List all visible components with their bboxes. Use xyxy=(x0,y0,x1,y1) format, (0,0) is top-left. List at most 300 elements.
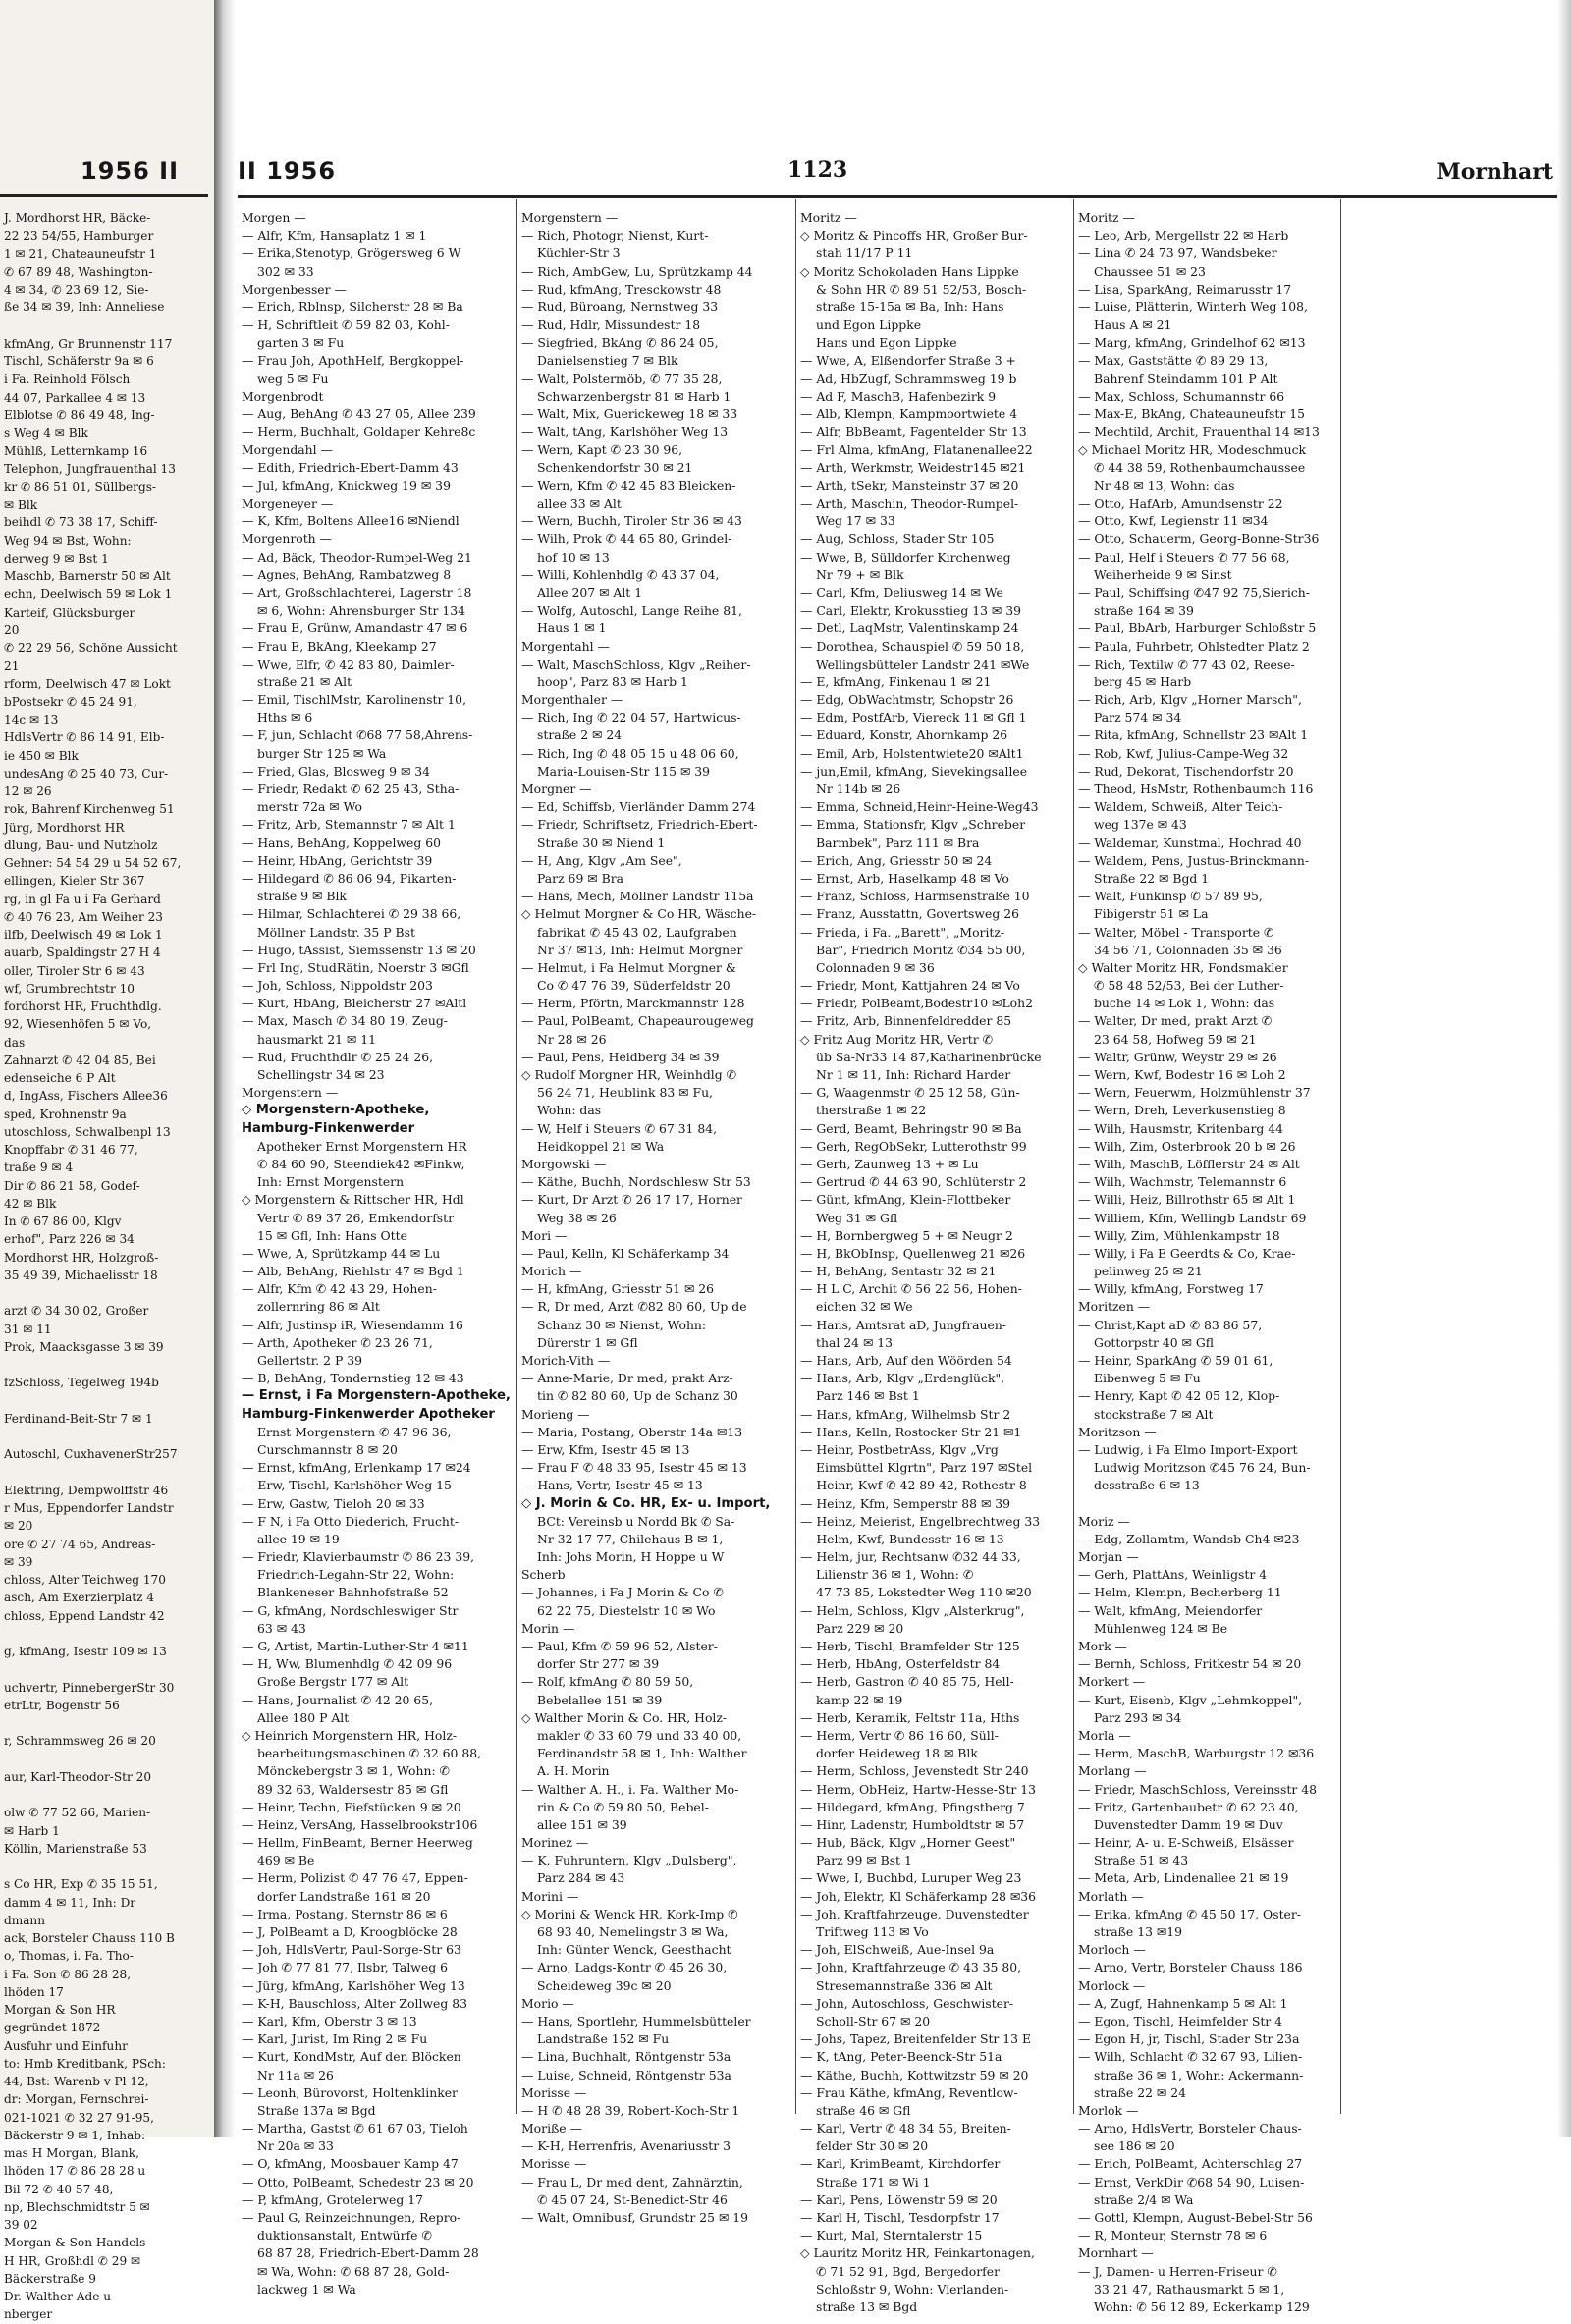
entry-line: Haus A ✉ 21 xyxy=(1094,317,1172,333)
entry-line: Parz 229 ✉ 20 xyxy=(816,1620,904,1636)
entry-line: — K, Kfm, Boltens Allee16 ✉Niendl xyxy=(242,513,460,529)
facing-page-rule xyxy=(0,194,208,197)
entry-line: — Hans, Sportlehr, Hummelsbütteler xyxy=(521,2013,751,2028)
entry-line: — Otto, Schauerm, Georg-Bonne-Str36 xyxy=(1078,531,1320,547)
entry-line: utoschloss, Schwalbenpl 13 xyxy=(4,1124,171,1139)
entry-line: — Mechtild, Archit, Frauenthal 14 ✉13 xyxy=(1078,424,1320,440)
entry-line: — H L C, Archit ✆ 56 22 56, Hohen- xyxy=(800,1281,1022,1297)
entry-line: — Heinz, Meierist, Engelbrechtweg 33 xyxy=(800,1513,1041,1529)
entry-line: — Frau Joh, ApothHelf, Bergkoppel- xyxy=(242,352,464,368)
entry-line: hof 10 ✉ 13 xyxy=(537,549,610,565)
entry-line: chloss, Alter Teichweg 170 xyxy=(4,1573,166,1587)
entry-line: Mönckebergstr 3 ✉ 1, Wohn: ✆ xyxy=(257,1763,450,1779)
entry-line: — Paul, Kfm ✆ 59 96 52, Alster- xyxy=(521,1639,718,1653)
entry-line: rg, in gl Fa u i Fa Gerhard xyxy=(4,892,161,906)
entry-line: — Rich, Ing ✆ 48 05 15 u 48 06 60, xyxy=(521,745,739,761)
entry-line: ◇ Walther Morin & Co. HR, Holz- xyxy=(521,1709,728,1725)
entry-line: to: Hmb Kreditbank, PSch: xyxy=(4,2056,166,2071)
entry-line: felder Str 30 ✉ 20 xyxy=(816,2138,929,2154)
entry-line: ◇ Walter Moritz HR, Fondsmakler xyxy=(1078,959,1288,975)
entry-line: — Wilh, Zim, Osterbrook 20 b ✉ 26 xyxy=(1078,1138,1296,1154)
entry-line: — R, Dr med, Arzt ✆82 80 60, Up de xyxy=(521,1299,747,1315)
entry-line: Morgentahl — xyxy=(521,638,610,654)
entry-line: beihdl ✆ 73 38 17, Schiff- xyxy=(4,515,158,530)
entry-line: — Günt, kfmAng, Klein-Flottbeker xyxy=(800,1192,1011,1208)
entry-line: — jun,Emil, kfmAng, Sievekingsallee xyxy=(800,763,1028,779)
entry-line: — Wern, Feuerwm, Holzmühlenstr 37 xyxy=(1078,1085,1311,1101)
entry-line: — Walther A. H., i. Fa. Walther Mo- xyxy=(521,1781,739,1797)
entry-line: — Käthe, Buchh, Nordschlesw Str 53 xyxy=(521,1174,751,1190)
entry-line: — Käthe, Buchh, Kottwitzstr 59 ✉ 20 xyxy=(800,2067,1029,2082)
entry-line: Nr 79 + ✉ Blk xyxy=(816,567,904,582)
entry-line: — G, Artist, Martin-Luther-Str 4 ✉11 xyxy=(242,1639,469,1653)
entry-line: Barmbek", Parz 111 ✉ Bra xyxy=(816,835,980,850)
entry-line: Straße 171 ✉ Wi 1 xyxy=(816,2174,931,2189)
entry-line: — Heinr, PostbetrAss, Klgv „Vrg xyxy=(800,1441,999,1457)
entry-line: Danielsenstieg 7 ✉ Blk xyxy=(537,352,678,368)
entry-line: straße 2 ✉ 24 xyxy=(537,728,623,743)
entry-line: — Fritz, Arb, Stemannstr 7 ✉ Alt 1 xyxy=(242,817,456,833)
entry-line: Dr. Walther Ade u xyxy=(4,2290,111,2303)
entry-line: Ausfuhr und Einfuhr xyxy=(4,2038,128,2053)
entry-line: dorfer Landstraße 161 ✉ 20 xyxy=(257,1888,431,1904)
entry-line: — Paul, Helf i Steuers ✆ 77 56 68, xyxy=(1078,549,1290,565)
entry-line: 22 23 54/55, Hamburger xyxy=(4,229,154,243)
entry-line: — Willy, Zim, Mühlenkampstr 18 xyxy=(1078,1227,1280,1243)
entry-line: — Herm, Polizist ✆ 47 76 47, Eppen- xyxy=(242,1870,468,1886)
entry-line: — Herb, Keramik, Feltstr 11a, Hths xyxy=(800,1709,1020,1725)
entry-line: — Aug, Schloss, Stader Str 105 xyxy=(800,531,995,547)
directory-column-4 xyxy=(1074,209,1350,2314)
entry-line: ✆ 71 52 91, Bgd, Bergedorfer xyxy=(816,2263,1001,2279)
entry-line: — H, BehAng, Sentastr 32 ✉ 21 xyxy=(800,1264,997,1279)
entry-line: 14c ✉ 13 xyxy=(4,713,59,727)
entry-line: lhöden 17 ✆ 86 28 28 u xyxy=(4,2164,146,2179)
entry-line xyxy=(0,1356,210,1374)
entry-line: — Arno, Ladgs-Kontr ✆ 45 26 30, xyxy=(521,1960,728,1975)
entry-line: echn, Deelwisch 59 ✉ Lok 1 xyxy=(4,587,173,602)
entry-line: — John, Kraftfahrzeuge ✆ 43 35 80, xyxy=(800,1960,1022,1975)
entry-line: ◇ Fritz Aug Moritz HR, Vertr ✆ xyxy=(800,1031,993,1047)
entry-line: — Joh, Elektr, Kl Schäferkamp 28 ✉36 xyxy=(800,1888,1037,1904)
entry-line: Hans und Egon Lippke xyxy=(816,335,957,351)
entry-line: ◇ Morgenstern & Rittscher HR, Hdl xyxy=(242,1192,464,1208)
entry-line: 89 32 63, Waldersestr 85 ✉ Gfl xyxy=(257,1781,449,1797)
entry-line: fordhorst HR, Fruchthdlg. xyxy=(4,1000,162,1013)
entry-line: Mori — xyxy=(521,1227,568,1243)
entry-line: — H ✆ 48 28 39, Robert-Koch-Str 1 xyxy=(521,2102,740,2118)
entry-line: — Edg, ObWachtmstr, Schopstr 26 xyxy=(800,692,1014,708)
entry-line: np, Blechschmidtstr 5 ✉ xyxy=(4,2199,150,2214)
entry-line: straße 22 ✉ 24 xyxy=(1094,2084,1186,2100)
entry-line: Nr 32 17 77, Chilehaus B ✉ 1, xyxy=(537,1531,724,1546)
entry-line: Prok, Maacksgasse 3 ✉ 39 xyxy=(4,1339,164,1354)
entry-line: Colonnaden 9 ✉ 36 xyxy=(816,959,935,975)
entry-line: — G, Waagenmstr ✆ 25 12 58, Gün- xyxy=(800,1085,1020,1101)
entry-line: — Erw, Gastw, Tieloh 20 ✉ 33 xyxy=(242,1495,425,1511)
entry-line xyxy=(0,1284,210,1302)
entry-line: berg 45 ✉ Harb xyxy=(1094,674,1192,689)
entry-line: — Frl Ing, StudRätin, Noerstr 3 ✉Gfl xyxy=(242,959,469,975)
entry-line: Inh: Günter Wenck, Geesthacht xyxy=(537,1942,731,1958)
entry-line: stockstraße 7 ✉ Alt xyxy=(1094,1406,1214,1422)
entry-line: Mühlenweg 124 ✉ Be xyxy=(1094,1620,1228,1636)
entry-line: — K, tAng, Peter-Beenck-Str 51a xyxy=(800,2049,1002,2065)
entry-line: 62 22 75, Diestelstr 10 ✉ Wo xyxy=(537,1602,716,1618)
entry-line: Duvenstedter Damm 19 ✉ Duv xyxy=(1094,1816,1283,1832)
entry-line: — Eduard, Konstr, Ahornkamp 26 xyxy=(800,728,1008,743)
entry-line: ◇ J. Morin & Co. HR, Ex- u. Import, xyxy=(521,1495,771,1511)
entry-line xyxy=(0,1428,210,1445)
entry-line: — Wwe, I, Buchbd, Luruper Weg 23 xyxy=(800,1870,1022,1886)
entry-line: — Rich, Textilw ✆ 77 43 02, Reese- xyxy=(1078,656,1295,672)
entry-line: buche 14 ✉ Lok 1, Wohn: das xyxy=(1094,996,1275,1011)
entry-line: — Ernst, VerkDir ✆68 54 90, Luisen- xyxy=(1078,2174,1305,2189)
entry-line: Allee 180 P Alt xyxy=(257,1709,350,1725)
entry-line: Morgowski — xyxy=(521,1156,607,1171)
entry-line: — Aug, BehAng ✆ 43 27 05, Allee 239 xyxy=(242,406,476,422)
entry-line: — A, Zugf, Hahnenkamp 5 ✉ Alt 1 xyxy=(1078,1995,1288,2011)
entry-line: — Frau Käthe, kfmAng, Reventlow- xyxy=(800,2084,1018,2100)
entry-line: Nr 20a ✉ 33 xyxy=(257,2138,334,2154)
entry-line: — Wwe, B, Sülldorfer Kirchenweg xyxy=(800,549,1011,565)
directory-column-2 xyxy=(517,209,793,2225)
entry-line: — Paul, Kelln, Kl Schäferkamp 34 xyxy=(521,1245,730,1261)
entry-line: — Fritz, Gartenbaubetr ✆ 62 23 40, xyxy=(1078,1799,1299,1814)
entry-line: — Carl, Kfm, Deliusweg 14 ✉ We xyxy=(800,584,1003,600)
entry-line: 47 73 85, Lokstedter Weg 110 ✉20 xyxy=(816,1585,1032,1600)
entry-line: Nr 48 ✉ 13, Wohn: das xyxy=(1094,477,1235,493)
entry-line: — Lina, Buchhalt, Röntgenstr 53a xyxy=(521,2049,731,2065)
entry-line: — Heinr, A- u. E-Schweiß, Elsässer xyxy=(1078,1835,1294,1851)
entry-line: Straße 22 ✉ Bgd 1 xyxy=(1094,870,1210,886)
entry-line: Hamburg-Finkenwerder xyxy=(242,1120,415,1136)
entry-line: Inh: Johs Morin, H Hoppe u W xyxy=(537,1549,725,1565)
entry-line: Fibigerstr 51 ✉ La xyxy=(1094,906,1209,922)
entry-line: — Theod, HsMstr, Rothenbaumch 116 xyxy=(1078,782,1314,796)
entry-line: — Rolf, kfmAng ✆ 80 59 50, xyxy=(521,1674,694,1690)
entry-line: ✆ 84 60 90, Steendiek42 ✉Finkw, xyxy=(257,1156,465,1171)
entry-line: ✆ 40 76 23, Am Weiher 23 xyxy=(4,909,163,924)
entry-line: — Rud, Hdlr, Missundestr 18 xyxy=(521,317,701,333)
entry-line: — Friedr, MaschSchloss, Vereinsstr 48 xyxy=(1078,1781,1317,1797)
entry-line: — Detl, LaqMstr, Valentinskamp 24 xyxy=(800,621,1019,636)
entry-line: — Frau E, BkAng, Kleekamp 27 xyxy=(242,638,437,654)
entry-line: Weg 31 ✉ Gfl xyxy=(816,1210,898,1225)
entry-line: Parz 99 ✉ Bst 1 xyxy=(816,1853,912,1868)
entry-line: — Alfr, Kfm ✆ 42 43 29, Hohen- xyxy=(242,1281,437,1297)
entry-line: ◇ Lauritz Moritz HR, Feinkartonagen, xyxy=(800,2245,1035,2261)
entry-line: — Dorothea, Schauspiel ✆ 59 50 18, xyxy=(800,638,1025,654)
entry-line: eichen 32 ✉ We xyxy=(816,1299,913,1315)
entry-line: Morich-Vith — xyxy=(521,1353,611,1368)
entry-line: Schellingstr 34 ✉ 23 xyxy=(257,1067,385,1082)
entry-line: — Wilh, Wachmstr, Telemannstr 6 xyxy=(1078,1174,1287,1190)
entry-line: Nr 11a ✉ 26 xyxy=(257,2067,334,2082)
entry-line: — Heinr, HbAng, Gerichtstr 39 xyxy=(242,852,433,868)
entry-line: Schwarzenbergstr 81 ✉ Harb 1 xyxy=(537,388,731,404)
entry-line: — Karl, Vertr ✆ 48 34 55, Breiten- xyxy=(800,2121,1011,2136)
entry-line: — Max, Masch ✆ 34 80 19, Zeug- xyxy=(242,1013,448,1029)
entry-line: ◇ Moritz & Pincoffs HR, Großer Bur- xyxy=(800,228,1028,243)
entry-line: Köllin, Marienstraße 53 xyxy=(4,1841,147,1856)
entry-line: garten 3 ✉ Fu xyxy=(257,335,345,351)
entry-line xyxy=(1074,1495,1350,1513)
entry-line: Apotheker Ernst Morgenstern HR xyxy=(257,1138,467,1154)
entry-line: allee 33 ✉ Alt xyxy=(537,496,622,511)
entry-line: Gottorpstr 40 ✉ Gfl xyxy=(1094,1334,1215,1350)
entry-line: — Kurt, Mal, Sterntalerstr 15 xyxy=(800,2228,983,2243)
entry-line: Morgendahl — xyxy=(242,442,333,458)
entry-line: — Friedr, Redakt ✆ 62 25 43, Stha- xyxy=(242,782,460,796)
entry-line: 15 ✉ Gfl, Inh: Hans Otte xyxy=(257,1227,407,1243)
entry-line: etrLtr, Bogenstr 56 xyxy=(4,1698,120,1712)
entry-line: — Herm, Schloss, Jevenstedt Str 240 xyxy=(800,1763,1029,1779)
entry-line: — Heinr, Kwf ✆ 42 89 42, Rothestr 8 xyxy=(800,1478,1027,1493)
entry-line: — Wilh, Schlacht ✆ 32 67 93, Lilien- xyxy=(1078,2049,1303,2065)
entry-line: 92, Wiesenhöfen 5 ✉ Vo, xyxy=(4,1017,152,1032)
entry-line: Schenkendorfstr 30 ✉ 21 xyxy=(537,459,693,475)
entry-line: 39 02 xyxy=(4,2218,38,2232)
entry-line: — Arth, Werkmstr, Weidestr145 ✉21 xyxy=(800,459,1026,475)
entry-line: Morgan & Son Handels- xyxy=(4,2236,150,2250)
entry-line: — Lina ✆ 24 73 97, Wandsbeker xyxy=(1078,245,1277,261)
entry-line: — Paul G, Reinzeichnungen, Repro- xyxy=(242,2210,461,2225)
entry-line: — Friedr, Klavierbaumstr ✆ 86 23 39, xyxy=(242,1549,475,1565)
entry-line: Parz 284 ✉ 43 xyxy=(537,1870,625,1886)
entry-line: — Karl, Jurist, Im Ring 2 ✉ Fu xyxy=(242,2031,428,2047)
entry-line: — Paul, PolBeamt, Chapeaurougeweg xyxy=(521,1013,754,1029)
entry-line: — E, kfmAng, Finkenau 1 ✉ 21 xyxy=(800,674,992,689)
entry-line: Morgen — xyxy=(242,210,306,225)
entry-line: undesAng ✆ 25 40 73, Cur- xyxy=(4,766,169,781)
entry-line: — H, kfmAng, Griesstr 51 ✉ 26 xyxy=(521,1281,715,1297)
entry-line: Co ✆ 47 76 39, Süderfeldstr 20 xyxy=(537,978,731,994)
entry-line: Morini — xyxy=(521,1888,579,1904)
entry-line: — K-H, Bauschloss, Alter Zollweg 83 xyxy=(242,1995,467,2011)
entry-line: Morisse — xyxy=(521,2156,587,2172)
entry-line: — Arth, Apotheker ✆ 23 26 71, xyxy=(242,1334,433,1350)
entry-line: — Hans, Arb, Klgv „Erdenglück", xyxy=(800,1371,1005,1386)
entry-line: burger Str 125 ✉ Wa xyxy=(257,745,387,761)
entry-line xyxy=(0,1625,210,1643)
directory-column-1 xyxy=(238,209,514,2297)
entry-line: — Gerh, Zaunweg 13 + ✉ Lu xyxy=(800,1156,979,1171)
entry-line: — Willy, kfmAng, Forstweg 17 xyxy=(1078,1281,1264,1297)
entry-line: lhöden 17 xyxy=(4,1984,64,1999)
entry-line: — Helmut, i Fa Helmut Morgner & xyxy=(521,959,736,975)
entry-line: — Jul, kfmAng, Knickweg 19 ✉ 39 xyxy=(242,477,451,493)
entry-line xyxy=(0,1392,210,1410)
entry-line: — Otto, HafArb, Amundsenstr 22 xyxy=(1078,496,1283,511)
entry-line: — Wwe, A, Sprützkamp 44 ✉ Lu xyxy=(242,1245,441,1261)
entry-line: Morgenroth — xyxy=(242,531,332,547)
entry-line: — Paul, Pens, Heidberg 34 ✉ 39 xyxy=(521,1049,720,1064)
entry-line: — Wern, Kwf, Bodestr 16 ✉ Loh 2 xyxy=(1078,1067,1286,1082)
entry-line: — Max-E, BkAng, Chateauneufstr 15 xyxy=(1078,406,1306,422)
entry-line: Morla — xyxy=(1078,1727,1131,1743)
entry-line: Morlath — xyxy=(1078,1888,1144,1904)
entry-line: — Gertrud ✆ 44 63 90, Schlüterstr 2 xyxy=(800,1174,1027,1190)
entry-line: therstraße 1 ✉ 22 xyxy=(816,1103,927,1118)
entry-line: — Frl Alma, kfmAng, Flatanenallee22 xyxy=(800,442,1033,458)
entry-line: — Heinz, VersAng, Hasselbrookstr106 xyxy=(242,1816,478,1832)
page-number: 1123 xyxy=(787,157,848,183)
entry-line: Morgenthaler — xyxy=(521,692,623,708)
entry-line: Wohn: ✆ 56 12 89, Eckerkamp 129 xyxy=(1094,2298,1310,2314)
entry-line: Morloch — xyxy=(1078,1942,1146,1958)
entry-line: Eibenweg 5 ✉ Fu xyxy=(1094,1371,1201,1386)
entry-line: derweg 9 ✉ Bst 1 xyxy=(4,551,109,566)
entry-line: ✉ 6, Wohn: Ahrensburger Str 134 xyxy=(257,603,465,619)
entry-line: Morlock — xyxy=(1078,1977,1146,1993)
entry-line: straße 164 ✉ 39 xyxy=(1094,603,1194,619)
entry-line: Ludwig Moritzson ✆45 76 24, Bun- xyxy=(1094,1460,1311,1476)
entry-line: Maria-Louisen-Str 115 ✉ 39 xyxy=(537,763,711,779)
entry-line: ◇ Morini & Wenck HR, Kork-Imp ✆ xyxy=(521,1906,738,1921)
entry-line: ✆ 22 29 56, Schöne Aussicht xyxy=(4,641,178,655)
entry-line: Triftweg 113 ✉ Vo xyxy=(816,1924,929,1939)
entry-line: fzSchloss, Tegelweg 194b xyxy=(4,1376,159,1390)
entry-line: Tischl, Schäferstr 9a ✉ 6 xyxy=(4,354,154,368)
entry-line: — Walter, Möbel - Transporte ✆ xyxy=(1078,924,1274,940)
entry-line: Heidkoppel 21 ✉ Wa xyxy=(537,1138,665,1154)
entry-line: straße 36 ✉ 1, Wohn: Ackermann- xyxy=(1094,2067,1304,2082)
entry-line: — Alfr, Justinsp iR, Wiesendamm 16 xyxy=(242,1317,463,1332)
entry-line: straße 15-15a ✉ Ba, Inh: Hans xyxy=(816,298,1004,314)
entry-line: Chaussee 51 ✉ 23 xyxy=(1094,263,1206,279)
entry-line: Mornhart — xyxy=(1078,2245,1154,2261)
entry-line: — Wolfg, Autoschl, Lange Reihe 81, xyxy=(521,603,742,619)
entry-line: HdlsVertr ✆ 86 14 91, Elb- xyxy=(4,730,165,745)
book-gutter xyxy=(214,0,236,2137)
entry-line: ◇ Helmut Morgner & Co HR, Wäsche- xyxy=(521,906,757,922)
entry-line: Scherb xyxy=(521,1567,566,1583)
entry-line: — Wilh, MaschB, Löfflerstr 24 ✉ Alt xyxy=(1078,1156,1300,1171)
entry-line: 1 ✉ 21, Chateauneufstr 1 xyxy=(4,246,157,261)
entry-line: ie 450 ✉ Blk xyxy=(4,748,79,763)
entry-line: Morgner — xyxy=(521,782,592,796)
entry-line: makler ✆ 33 60 79 und 33 40 00, xyxy=(537,1727,742,1743)
entry-line: — Hinr, Ladenstr, Humboldtstr ✉ 57 xyxy=(800,1816,1025,1832)
entry-line: — Ernst, kfmAng, Erlenkamp 17 ✉24 xyxy=(242,1460,471,1476)
entry-line xyxy=(0,1714,210,1732)
entry-line: — Arth, tSekr, Mansteinstr 37 ✉ 20 xyxy=(800,477,1019,493)
entry-line: — Luise, Plätterin, Winterh Weg 108, xyxy=(1078,298,1308,314)
entry-line: ✉ 20 xyxy=(4,1519,33,1534)
entry-line: Bahrenf Steindamm 101 P Alt xyxy=(1094,370,1278,386)
entry-line xyxy=(0,1751,210,1768)
entry-line: — Kurt, Eisenb, Klgv „Lehmkoppel", xyxy=(1078,1692,1303,1707)
entry-line: Moritzson — xyxy=(1078,1424,1157,1439)
entry-line: Allee 207 ✉ Alt 1 xyxy=(537,584,643,600)
entry-line: bPostsekr ✆ 45 24 91, xyxy=(4,694,137,709)
entry-line: — Max, Schloss, Schumannstr 66 xyxy=(1078,388,1285,404)
entry-line: Ferdinand-Beit-Str 7 ✉ 1 xyxy=(4,1411,153,1426)
entry-line: ✉ Harb 1 xyxy=(4,1823,60,1838)
entry-line: ✉ Wa, Wohn: ✆ 68 87 28, Gold- xyxy=(257,2263,450,2279)
entry-line: — Wilh, Prok ✆ 44 65 80, Grindel- xyxy=(521,531,732,547)
entry-line: — Maria, Postang, Oberstr 14a ✉13 xyxy=(521,1424,743,1439)
entry-line: Morgenstern — xyxy=(242,1085,339,1101)
entry-line: — Wern, Kfm ✆ 42 45 83 Bleicken- xyxy=(521,477,736,493)
entry-line: rok, Bahrenf Kirchenweg 51 xyxy=(4,802,175,817)
entry-line: Bäckerstr 9 ✉ 1, Inhab: xyxy=(4,2128,146,2142)
entry-line: Gellertstr. 2 P 39 xyxy=(257,1353,363,1368)
entry-line: — Herb, HbAng, Osterfeldstr 84 xyxy=(800,1656,1001,1672)
entry-line: — Frau E, Grünw, Amandastr 47 ✉ 6 xyxy=(242,621,468,636)
entry-line: sped, Krohnenstr 9a xyxy=(4,1107,127,1121)
entry-line: aur, Karl-Theodor-Str 20 xyxy=(4,1769,152,1784)
entry-line: Straße 137a ✉ Bgd xyxy=(257,2102,376,2118)
entry-line: — Paul, BbArb, Harburger Schloßstr 5 xyxy=(1078,621,1317,636)
entry-line: — Egon H, jr, Tischl, Stader Str 23a xyxy=(1078,2031,1300,2047)
entry-line: — J, PolBeamt a D, Kroogblöcke 28 xyxy=(242,1924,458,1939)
entry-line: Straße 30 ✉ Niend 1 xyxy=(537,835,666,850)
entry-line: 12 ✉ 26 xyxy=(4,784,52,798)
entry-line: Morio — xyxy=(521,1995,574,2011)
entry-line: — Meta, Arb, Lindenallee 21 ✉ 19 xyxy=(1078,1870,1289,1886)
entry-line: — Hans, Mech, Möllner Landstr 115a xyxy=(521,889,754,904)
entry-line: 44 07, Parkallee 4 ✉ 13 xyxy=(4,390,146,405)
entry-line: allee 151 ✉ 39 xyxy=(537,1816,627,1832)
entry-line: — Hans, kfmAng, Wilhelmsb Str 2 xyxy=(800,1406,1011,1422)
entry-line: — Herm, Pförtn, Marckmannstr 128 xyxy=(521,996,745,1011)
entry-line: d, IngAss, Fischers Allee36 xyxy=(4,1089,168,1104)
entry-line: — Frieda, i Fa. „Barett", „Moritz- xyxy=(800,924,1005,940)
entry-line: — Herm, Vertr ✆ 86 16 60, Süll- xyxy=(800,1727,999,1743)
entry-line: — Alfr, Kfm, Hansaplatz 1 ✉ 1 xyxy=(242,228,427,243)
entry-line: Weg 17 ✉ 33 xyxy=(816,513,895,529)
entry-line: bearbeitungsmaschinen ✆ 32 60 88, xyxy=(257,1746,482,1761)
entry-line: zollernring 86 ✉ Alt xyxy=(257,1299,380,1315)
entry-line: — Willi, Kohlenhdlg ✆ 43 37 04, xyxy=(521,567,720,582)
entry-line: hausmarkt 21 ✉ 11 xyxy=(257,1031,376,1047)
entry-line: gegründet 1872 xyxy=(4,2021,101,2035)
entry-line: — Agnes, BehAng, Rambatzweg 8 xyxy=(242,567,452,582)
entry-line: — Friedr, Schriftsetz, Friedrich-Ebert- xyxy=(521,817,758,833)
entry-line: 23 64 58, Hofweg 59 ✉ 21 xyxy=(1094,1031,1257,1047)
entry-line: — Wilh, Hausmstr, Kritenbarg 44 xyxy=(1078,1120,1284,1136)
entry-line: Moritz — xyxy=(800,210,857,225)
entry-line: — Arno, HdlsVertr, Borsteler Chaus- xyxy=(1078,2121,1302,2136)
entry-line: — Karl, KrimBeamt, Kirchdorfer xyxy=(800,2156,1001,2172)
entry-line: — Walt, Polstermöb, ✆ 77 35 28, xyxy=(521,370,723,386)
entry-line: Elektring, Dempwolffstr 46 xyxy=(4,1483,169,1497)
entry-line: straße 13 ✉ Bgd xyxy=(816,2298,918,2314)
entry-line: — Siegfried, BkAng ✆ 86 24 05, xyxy=(521,335,719,351)
entry-line: straße 2/4 ✉ Wa xyxy=(1094,2191,1194,2207)
entry-line: — Gottl, Klempn, August-Bebel-Str 56 xyxy=(1078,2210,1313,2225)
entry-line: 68 87 28, Friedrich-Ebert-Damm 28 xyxy=(257,2245,479,2261)
entry-line: Telephon, Jungfrauenthal 13 xyxy=(4,461,176,476)
entry-line: — Heinz, Kfm, Semperstr 88 ✉ 39 xyxy=(800,1495,1011,1511)
entry-line: Morgeneyer — xyxy=(242,496,334,511)
entry-line: Parz 146 ✉ Bst 1 xyxy=(816,1388,920,1404)
entry-line: ellingen, Kieler Str 367 xyxy=(4,874,145,889)
entry-line: 68 93 40, Nemelingstr 3 ✉ Wa, xyxy=(537,1924,729,1939)
entry-line: — Martha, Gastst ✆ 61 67 03, Tieloh xyxy=(242,2121,468,2136)
entry-line: s Weg 4 ✉ Blk xyxy=(4,426,88,440)
entry-line: — Gerd, Beamt, Behringstr 90 ✉ Ba xyxy=(800,1120,1022,1136)
entry-line: Morgan & Son HR xyxy=(4,2003,116,2017)
entry-line: straße 9 ✉ Blk xyxy=(257,889,347,904)
entry-line: chloss, Eppend Landstr 42 xyxy=(4,1608,165,1623)
entry-line: ✉ Blk xyxy=(4,498,38,512)
entry-line: kr ✆ 86 51 01, Süllbergs- xyxy=(4,479,156,494)
entry-line: — Arno, Vertr, Borsteler Chauss 186 xyxy=(1078,1960,1303,1975)
entry-line: — Arth, Maschin, Theodor-Rumpel- xyxy=(800,496,1019,511)
